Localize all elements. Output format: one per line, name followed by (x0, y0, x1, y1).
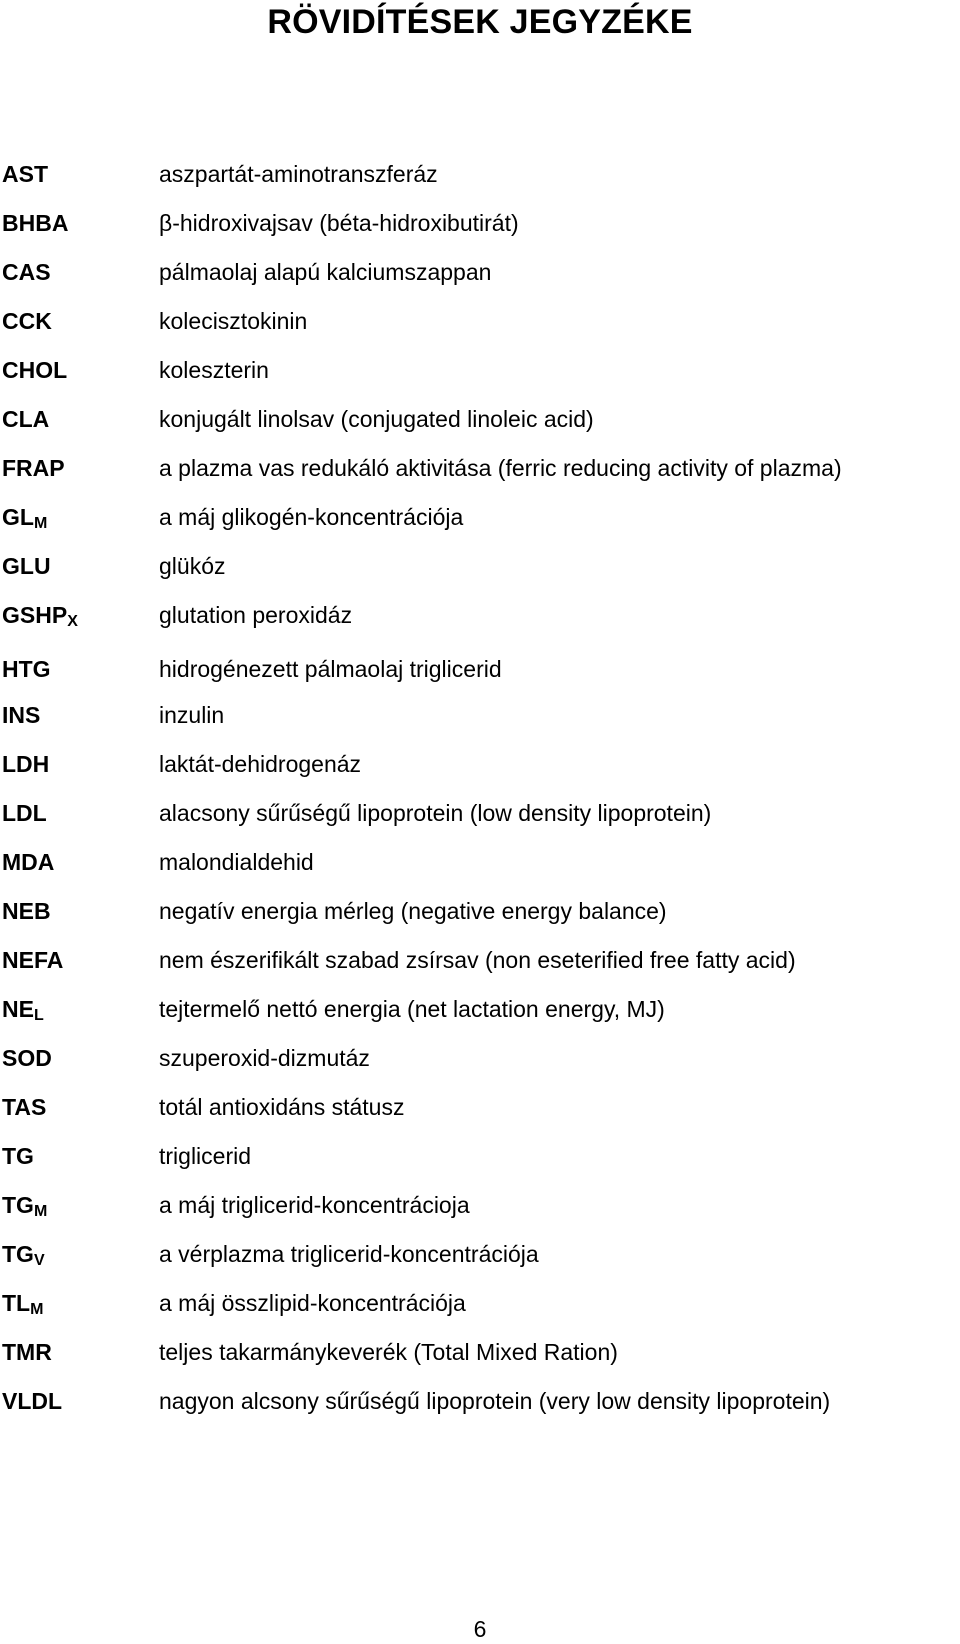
abbreviation-row (0, 796, 960, 830)
abbreviation-subscript: M (33, 515, 48, 532)
abbreviation-row (0, 451, 960, 485)
abbreviation-row (0, 1237, 960, 1271)
abbreviation-term (2, 652, 51, 686)
abbreviation-term (2, 894, 51, 928)
abbreviation-definition: laktát-dehidrogenáz (159, 751, 362, 777)
abbreviation-row (0, 894, 960, 928)
abbreviation-term (2, 992, 44, 1026)
abbreviation-code: SOD (2, 1045, 52, 1071)
abbreviation-term (2, 1188, 47, 1222)
abbreviation-term (2, 1041, 52, 1075)
abbreviation-term (2, 845, 54, 879)
abbreviation-definition: a máj triglicerid-koncentrácioja (159, 1192, 470, 1218)
abbreviation-code: NEB (2, 898, 51, 924)
abbreviation-code: TL (2, 1290, 31, 1316)
abbreviation-row (0, 402, 960, 436)
abbreviation-code: NE (2, 996, 34, 1022)
abbreviation-row (0, 1188, 960, 1222)
abbreviation-code: LDL (2, 800, 47, 826)
abbreviation-subscript: V (33, 1252, 45, 1269)
abbreviation-definition: totál antioxidáns státusz (159, 1094, 405, 1120)
abbreviation-row (0, 206, 960, 240)
abbreviation-code: CHOL (2, 357, 68, 383)
abbreviation-code: GL (2, 504, 34, 530)
abbreviation-row (0, 549, 960, 583)
abbreviation-term (2, 353, 67, 387)
abbreviation-code: TG (2, 1192, 34, 1218)
abbreviation-code: FRAP (2, 455, 65, 481)
abbreviation-code: TG (2, 1143, 34, 1169)
abbreviation-definition: koleszterin (159, 357, 269, 383)
abbreviation-code: LDH (2, 751, 50, 777)
abbreviation-term (2, 500, 47, 534)
abbreviation-term (2, 943, 63, 977)
page-number: 6 (473, 1616, 487, 1642)
abbreviation-definition: kolecisztokinin (159, 308, 308, 334)
abbreviation-row (0, 943, 960, 977)
abbreviation-subscript: M (33, 1203, 48, 1220)
abbreviation-definition: konjugált linolsav (conjugated linoleic acid) (159, 406, 594, 432)
abbreviation-subscript: X (67, 613, 78, 630)
abbreviation-code: VLDL (2, 1388, 63, 1414)
abbreviation-code: GSHP (2, 602, 68, 628)
abbreviation-definition: β-hidroxivajsav (béta-hidroxibutirát) (159, 210, 519, 236)
abbreviation-row (0, 304, 960, 338)
abbreviation-definition: a plazma vas redukáló aktivitása (ferric reducing activity of plazma) (159, 455, 842, 481)
abbreviation-subscript: L (33, 1007, 44, 1024)
abbreviation-row (0, 1090, 960, 1124)
abbreviation-row (0, 1384, 960, 1418)
abbreviation-definition: triglicerid (159, 1143, 252, 1169)
abbreviation-row (0, 157, 960, 191)
abbreviation-definition: malondialdehid (159, 849, 314, 875)
abbreviation-definition: a máj glikogén-koncentrációja (159, 504, 464, 530)
abbreviation-row (0, 845, 960, 879)
abbreviation-term (2, 451, 65, 485)
abbreviation-definition: hidrogénezett pálmaolaj triglicerid (159, 656, 502, 682)
abbreviation-definition: nagyon alcsony sűrűségű lipoprotein (very low density lipoprotein) (159, 1388, 831, 1414)
abbreviation-definition: tejtermelő nettó energia (net lactation energy, MJ) (159, 996, 665, 1022)
abbreviation-code: CAS (2, 259, 51, 285)
abbreviation-term (2, 1090, 46, 1124)
abbreviation-term (2, 402, 49, 436)
abbreviation-term (2, 796, 47, 830)
abbreviation-term (2, 1286, 43, 1320)
abbreviation-definition: szuperoxid-dizmutáz (159, 1045, 370, 1071)
abbreviation-term (2, 304, 52, 338)
abbreviation-row (0, 747, 960, 781)
abbreviation-row (0, 500, 960, 534)
abbreviation-subscript: M (30, 1301, 44, 1318)
abbreviation-definition: a máj összlipid-koncentrációja (159, 1290, 466, 1316)
abbreviation-definition: inzulin (159, 702, 225, 728)
abbreviation-code: AST (2, 161, 48, 187)
abbreviation-code: NEFA (2, 947, 64, 973)
abbreviation-row (0, 992, 960, 1026)
abbreviation-code: CCK (2, 308, 52, 334)
abbreviation-term (2, 206, 68, 240)
abbreviation-code: TG (2, 1241, 34, 1267)
abbreviation-row (0, 598, 960, 632)
abbreviation-code: INS (2, 702, 41, 728)
abbreviation-code: MDA (2, 849, 55, 875)
abbreviation-definition: glutation peroxidáz (159, 602, 353, 628)
abbreviation-definition: glükóz (159, 553, 226, 579)
abbreviation-definition: a vérplazma triglicerid-koncentrációja (159, 1241, 539, 1267)
abbreviation-term (2, 1139, 34, 1173)
abbreviation-definition: teljes takarmánykeverék (Total Mixed Ration) (159, 1339, 618, 1365)
abbreviation-definition: nem észerifikált szabad zsírsav (non eseterified free fatty acid) (159, 947, 796, 973)
abbreviation-definition: pálmaolaj alapú kalciumszappan (159, 259, 492, 285)
abbreviation-term (2, 1237, 45, 1271)
abbreviation-row (0, 652, 960, 686)
abbreviation-row (0, 1286, 960, 1320)
abbreviation-row (0, 1041, 960, 1075)
abbreviation-term (2, 1335, 52, 1369)
abbreviation-term (2, 1384, 62, 1418)
abbreviation-code: CLA (2, 406, 50, 432)
abbreviation-row (0, 698, 960, 732)
page-title: RÖVIDÍTÉSEK JEGYZÉKE (267, 3, 693, 41)
abbreviation-term (2, 255, 51, 289)
abbreviation-code: BHBA (2, 210, 69, 236)
abbreviation-code: TMR (2, 1339, 52, 1365)
abbreviation-definition: negatív energia mérleg (negative energy balance) (159, 898, 667, 924)
abbreviation-row (0, 1335, 960, 1369)
abbreviation-code: GLU (2, 553, 51, 579)
abbreviation-definition: alacsony sűrűségű lipoprotein (low density lipoprotein) (159, 800, 712, 826)
abbreviation-term (2, 747, 49, 781)
abbreviation-code: HTG (2, 656, 51, 682)
abbreviation-code: TAS (2, 1094, 47, 1120)
abbreviation-row (0, 255, 960, 289)
abbreviation-row (0, 1139, 960, 1173)
abbreviation-term (2, 549, 51, 583)
abbreviation-term (2, 698, 40, 732)
abbreviation-term (2, 598, 78, 632)
abbreviation-term (2, 157, 48, 191)
abbreviation-definition: aszpartát-aminotranszferáz (159, 161, 438, 187)
abbreviation-row (0, 353, 960, 387)
